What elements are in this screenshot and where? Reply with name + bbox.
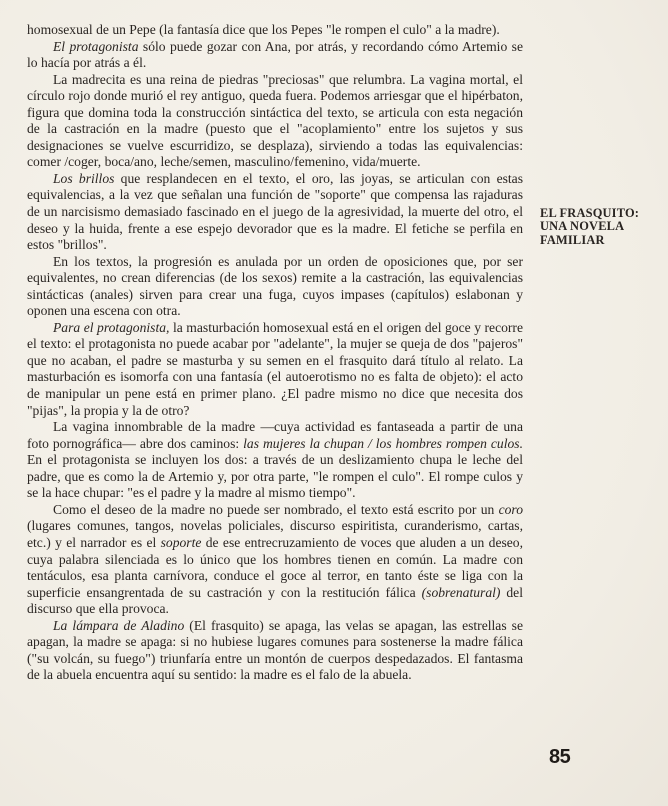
- side-heading: [540, 207, 668, 247]
- italic-text: las mujeres la chupan / los hombres rompen culos.: [243, 435, 523, 451]
- paragraph: [27, 618, 523, 684]
- paragraph: [27, 171, 523, 254]
- paragraph: [27, 419, 523, 502]
- paragraph: [27, 22, 523, 39]
- paragraph: [27, 502, 523, 618]
- text-run: homosexual de un Pepe (la fantasía dice que los Pepes "le rompen el culo" a la madre).: [27, 22, 500, 37]
- text-run: que resplandecen en el texto, el oro, las joyas, se articulan con estas equivalencias, a la vez que señalan una función de "soporte" que compensa las rajaduras de un narcisismo demasiado fascinado en el juego de la agresividad, la muerte del otro, el deseo y la huida, frente a ese espejo devorador que es la madre. El fetiche se perfila en estos "brillos".: [27, 170, 523, 253]
- italic-text: coro: [498, 501, 523, 517]
- text-run: (El frasquito) se apaga, las velas se apagan, las estrellas se apagan, la madre se apaga: si no hubiese lugares comunes para sostenerse la madre fálica ("su volcán, su fuego") triunfaría entre un montón de cuerpos despedazados. El fantasma de la abuela encuentra aquí su sentido: la madre es el falo de la abuela.: [27, 617, 523, 683]
- side-heading-line: UNA NOVELA: [540, 219, 625, 234]
- italic-text: Los brillos: [53, 170, 115, 186]
- paragraph: [27, 320, 523, 419]
- side-heading-line: EL FRASQUITO:: [540, 206, 640, 220]
- text-run: En el protagonista se incluyen los dos: a través de un deslizamiento chupa le leche del padre, que es como la de Artemio y, por otra parte, "le rompen el culo". El rompe culos y se la hace chupar: "es el padre y la madre al mismo tiempo".: [27, 452, 523, 501]
- italic-text: El protagonista: [53, 38, 139, 54]
- text-run: La vagina innombrable de la madre —cuya actividad es fantaseada a partir de una foto pornográfica— abre dos caminos:: [27, 419, 523, 451]
- text-run: del discurso que ella provoca.: [27, 584, 523, 617]
- text-run: la masturbación homosexual está en el origen del goce y recorre el texto: el protagonista no puede acabar por "adelante", la mujer se queja de dos "pajeros" que no acaban, el padre se masturba y su semen en el frasquito dará título al relato. La masturbación es isomorfa con una fantasía (el autoerotismo no es falta de objeto): el acto de manipular un pene está en primer plano. ¿El padre mismo no dice que necesita dos "pijas", la propia y la de otro?: [27, 319, 523, 418]
- italic-text: Para el protagonista,: [53, 319, 170, 335]
- text-run: La madrecita es una reina de piedras "preciosas" que relumbra. La vagina mortal, el círculo rojo donde murió el rey antiguo, queda fuera. Podemos arriesgar que el hipérbaton, figura que domina toda la construcción sintáctica del texto, se articula con esta negación de la castración en la madre (puesto que el "acoplamiento" entre los sujetos y sus designaciones se vuelve escurridizo, se desplaza), sirviendo a todas las equivalencias: comer /coger, boca/ano, leche/semen, masculino/femenino, vida/muerte.: [27, 71, 523, 170]
- text-run: Como el deseo de la madre no puede ser nombrado, el texto está escrito por un: [53, 501, 499, 517]
- italic-text: La lámpara de Aladino: [53, 617, 185, 633]
- paragraph: [27, 72, 523, 171]
- text-run: sólo puede gozar con Ana, por atrás, y recordando cómo Artemio se lo hacía por atrás a él.: [27, 38, 524, 71]
- italic-text: (sobrenatural): [421, 584, 501, 600]
- text-run: de ese entrecruzamiento de voces que aluden a un deseo, cuya palabra silenciada es lo único que los hombres tienen en común. La madre con tentáculos, esa planta carnívora, conduce el goce al terror, en tanto éste se liga con la superficie ensangrentada de su castración y con la restitución fálica: [27, 534, 523, 600]
- body-text: [27, 22, 523, 684]
- page-number: 85: [549, 746, 571, 768]
- text-run: En los textos, la progresión es anulada por un orden de oposiciones que, por ser equivalentes, no crean diferencias (de los sexos) remite a la castración, las equivalencias sintácticas (anales) sirven para crear una fuga, cuyos impases (capítulos) eslabonan y oponen una escena con otra.: [27, 253, 523, 319]
- paragraph: [27, 254, 523, 320]
- text-run: (lugares comunes, tangos, novelas policiales, discurso espiritista, curanderismo, cartas, etc.) y el narrador es el: [27, 518, 523, 550]
- paragraph: [27, 39, 523, 72]
- side-heading-line: FAMILIAR: [540, 232, 605, 247]
- italic-text: soporte: [160, 534, 202, 550]
